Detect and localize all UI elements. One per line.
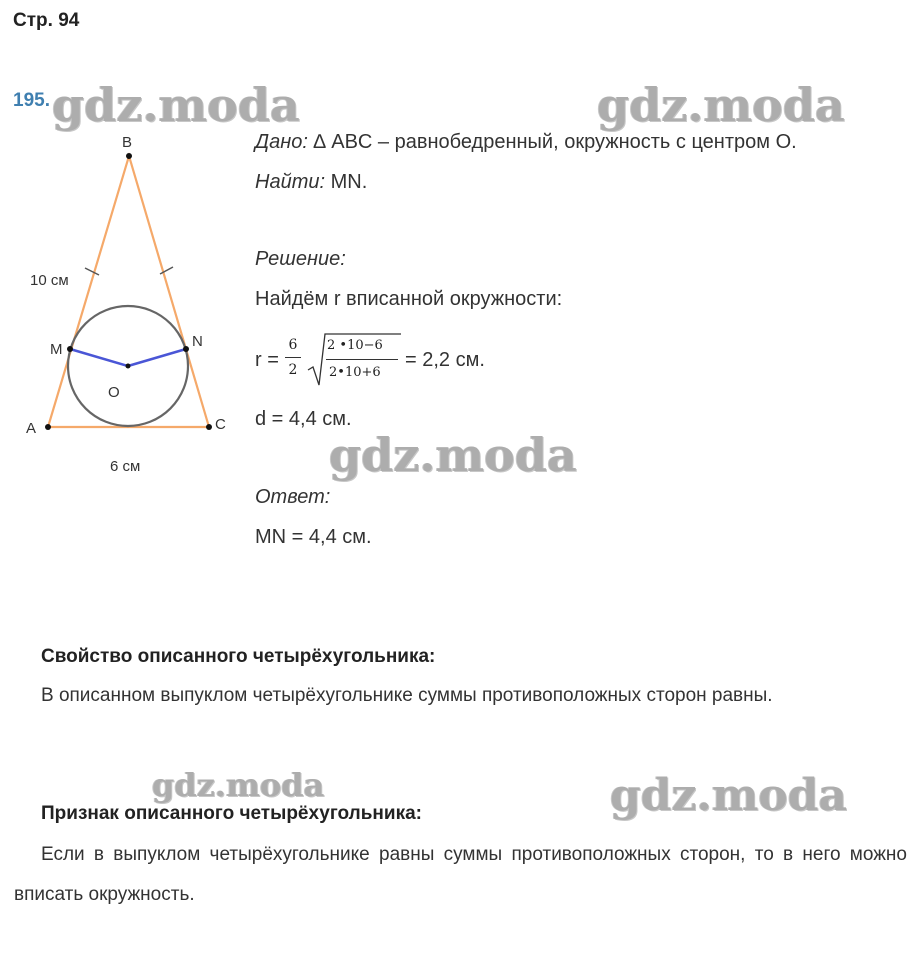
- point-a: [45, 424, 51, 430]
- point-n: [183, 346, 189, 352]
- watermark: gdz.moda: [610, 770, 848, 821]
- point-m: [67, 346, 73, 352]
- solution-label: Решение:: [255, 248, 346, 270]
- page-title: Стр. 94: [13, 10, 80, 31]
- triangle-figure: [0, 125, 250, 485]
- criterion-title: Признак описанного четырёхугольника:: [41, 803, 422, 824]
- find-text: MN.: [325, 171, 368, 193]
- label-o: O: [108, 384, 120, 401]
- formula-lhs: r =: [255, 349, 279, 371]
- radius-om: [70, 349, 128, 366]
- label-a: A: [26, 420, 37, 437]
- given-text: ∆ ABC – равнобедренный, окружность с центром O.: [307, 131, 797, 153]
- label-b: B: [122, 134, 133, 151]
- fraction-numerator: 6: [288, 337, 298, 353]
- watermark: gdz.moda: [329, 428, 577, 482]
- property-title: Свойство описанного четырёхугольника:: [41, 646, 436, 667]
- fraction-bar: [285, 357, 301, 358]
- tick-mark-ab: [85, 268, 99, 275]
- radius-on: [128, 349, 186, 366]
- radius-formula: [255, 330, 515, 390]
- point-o: [126, 364, 131, 369]
- property-text: В описанном выпуклом четырёхугольнике суммы противоположных сторон равны.: [41, 685, 773, 706]
- given-line: [255, 131, 797, 154]
- point-c: [206, 424, 212, 430]
- criterion-text: Если в выпуклом четырёхугольнике равны суммы противоположных сторон, то в него можно вписать окружность.: [14, 844, 907, 905]
- find-label: Найти:: [255, 171, 326, 193]
- point-b: [126, 153, 132, 159]
- fraction-denominator: 2: [288, 362, 298, 378]
- given-label: Дано:: [255, 131, 308, 153]
- sqrt-numerator: 2 •10−6: [327, 338, 383, 353]
- answer-label: Ответ:: [255, 486, 331, 508]
- watermark: gdz.moda: [597, 78, 845, 132]
- label-n: N: [192, 333, 203, 350]
- side-length-label: 10 см: [30, 272, 69, 289]
- watermark: gdz.moda: [152, 766, 325, 804]
- solution-step: Найдём r вписанной окружности:: [255, 288, 563, 310]
- formula-rhs: = 2,2 см.: [405, 349, 485, 371]
- base-length-label: 6 см: [110, 458, 141, 475]
- task-number: 195.: [13, 90, 50, 111]
- label-m: M: [50, 341, 63, 358]
- watermark: gdz.moda: [52, 78, 300, 132]
- sqrt-denominator: 2•10+6: [329, 365, 381, 380]
- label-c: C: [215, 416, 226, 433]
- answer-text: MN = 4,4 см.: [255, 526, 372, 548]
- sqrt-fraction-bar: [326, 359, 398, 360]
- diameter-line: d = 4,4 см.: [255, 408, 352, 430]
- find-line: [255, 171, 367, 194]
